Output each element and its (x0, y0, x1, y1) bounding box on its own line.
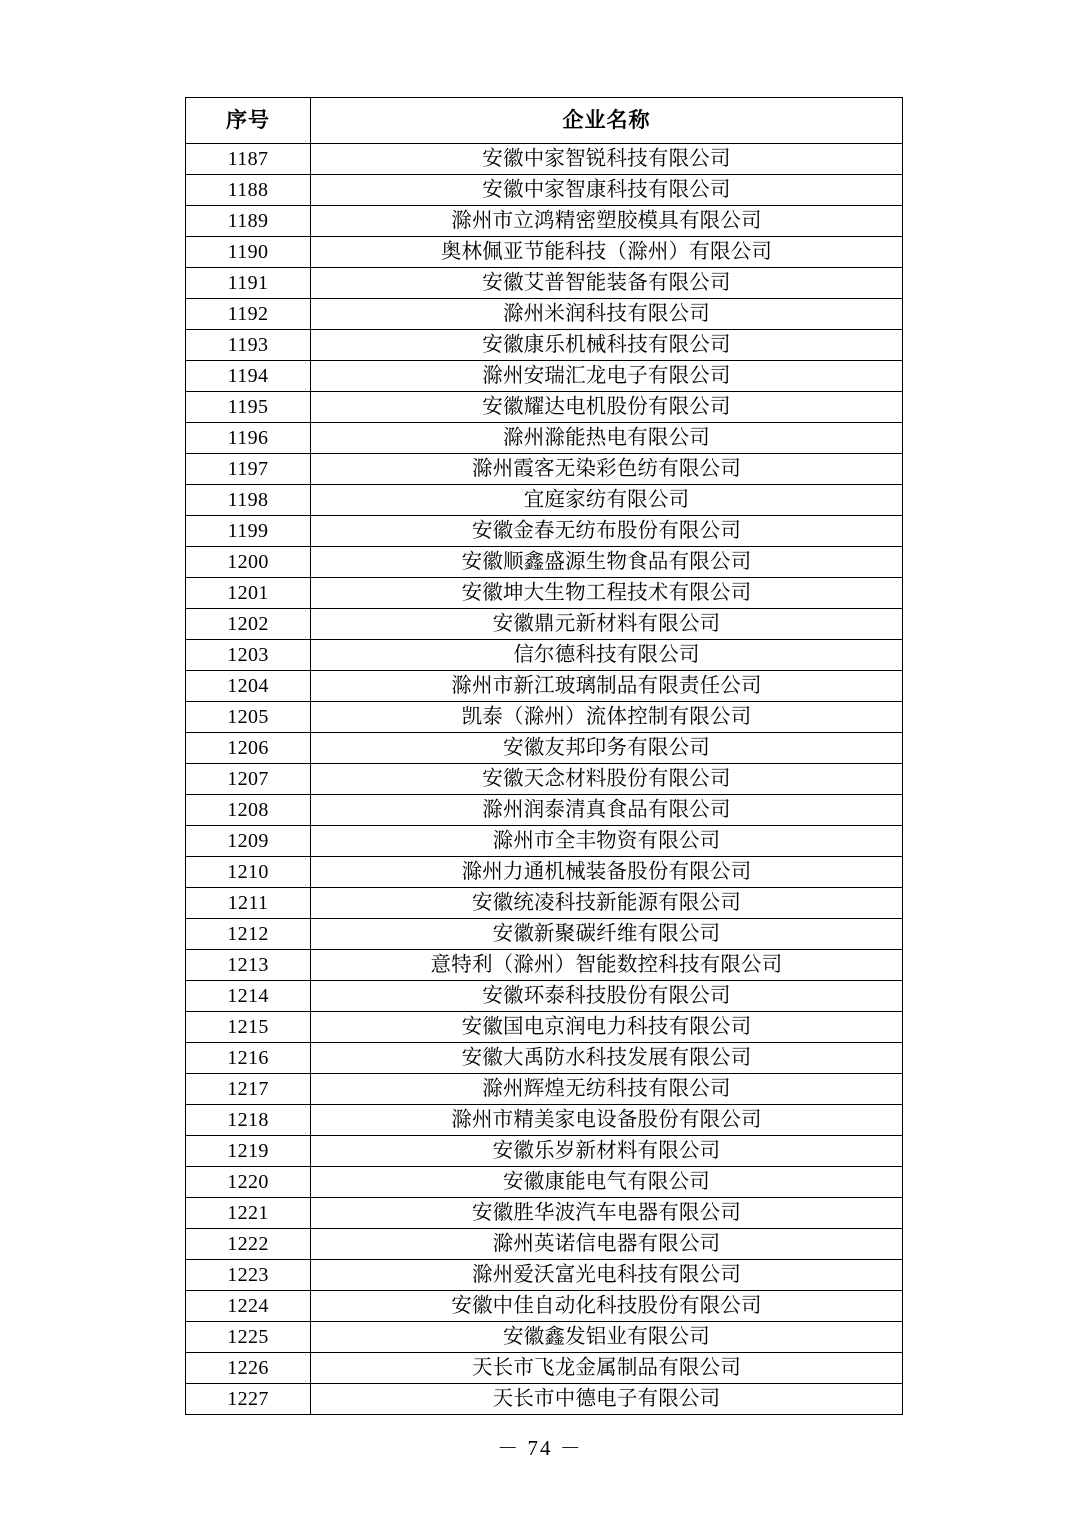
enterprise-name-cell: 天长市中德电子有限公司 (311, 1384, 903, 1415)
row-index-cell: 1205 (186, 702, 311, 733)
enterprise-name-cell: 信尔德科技有限公司 (311, 640, 903, 671)
row-index-cell: 1221 (186, 1198, 311, 1229)
row-index-cell: 1208 (186, 795, 311, 826)
table-row (186, 733, 903, 764)
enterprise-name-cell: 安徽胜华波汽车电器有限公司 (311, 1198, 903, 1229)
enterprise-name-cell: 意特利（滁州）智能数控科技有限公司 (311, 950, 903, 981)
table-row (186, 888, 903, 919)
enterprise-name-cell: 安徽中家智锐科技有限公司 (311, 144, 903, 175)
enterprise-name-cell: 滁州米润科技有限公司 (311, 299, 903, 330)
enterprise-name-cell: 凯泰（滁州）流体控制有限公司 (311, 702, 903, 733)
row-index-cell: 1213 (186, 950, 311, 981)
enterprise-name-cell: 安徽大禹防水科技发展有限公司 (311, 1043, 903, 1074)
row-index-cell: 1206 (186, 733, 311, 764)
table-row (186, 609, 903, 640)
table-row (186, 361, 903, 392)
table-row (186, 1353, 903, 1384)
table-row (186, 392, 903, 423)
column-header-index: 序号 (186, 98, 311, 144)
row-index-cell: 1190 (186, 237, 311, 268)
enterprise-name-cell: 安徽环泰科技股份有限公司 (311, 981, 903, 1012)
enterprise-listing-table (185, 97, 903, 1415)
enterprise-name-cell: 宜庭家纺有限公司 (311, 485, 903, 516)
enterprise-name-cell: 滁州滁能热电有限公司 (311, 423, 903, 454)
enterprise-name-cell: 安徽鑫发铝业有限公司 (311, 1322, 903, 1353)
table-row (186, 330, 903, 361)
enterprise-name-cell: 安徽乐岁新材料有限公司 (311, 1136, 903, 1167)
table-row (186, 206, 903, 237)
table-row (186, 1074, 903, 1105)
row-index-cell: 1193 (186, 330, 311, 361)
enterprise-name-cell: 滁州辉煌无纺科技有限公司 (311, 1074, 903, 1105)
table-row (186, 826, 903, 857)
table-row (186, 547, 903, 578)
table-body (186, 144, 903, 1415)
table-row (186, 1136, 903, 1167)
row-index-cell: 1204 (186, 671, 311, 702)
enterprise-name-cell: 安徽耀达电机股份有限公司 (311, 392, 903, 423)
table-row (186, 578, 903, 609)
enterprise-name-cell: 滁州霞客无染彩色纺有限公司 (311, 454, 903, 485)
row-index-cell: 1203 (186, 640, 311, 671)
enterprise-name-cell: 滁州安瑞汇龙电子有限公司 (311, 361, 903, 392)
enterprise-name-cell: 滁州市立鸿精密塑胶模具有限公司 (311, 206, 903, 237)
enterprise-name-cell: 滁州市新江玻璃制品有限责任公司 (311, 671, 903, 702)
enterprise-name-cell: 滁州爱沃富光电科技有限公司 (311, 1260, 903, 1291)
row-index-cell: 1225 (186, 1322, 311, 1353)
row-index-cell: 1197 (186, 454, 311, 485)
row-index-cell: 1211 (186, 888, 311, 919)
row-index-cell: 1216 (186, 1043, 311, 1074)
enterprise-name-cell: 安徽艾普智能装备有限公司 (311, 268, 903, 299)
enterprise-name-cell: 滁州润泰清真食品有限公司 (311, 795, 903, 826)
row-index-cell: 1212 (186, 919, 311, 950)
table-row (186, 1167, 903, 1198)
row-index-cell: 1224 (186, 1291, 311, 1322)
enterprise-name-cell: 安徽金春无纺布股份有限公司 (311, 516, 903, 547)
table-row (186, 1105, 903, 1136)
column-header-enterprise-name: 企业名称 (311, 98, 903, 144)
row-index-cell: 1198 (186, 485, 311, 516)
table-header-row (186, 98, 903, 144)
row-index-cell: 1192 (186, 299, 311, 330)
row-index-cell: 1227 (186, 1384, 311, 1415)
table-row (186, 919, 903, 950)
table-row (186, 1043, 903, 1074)
row-index-cell: 1217 (186, 1074, 311, 1105)
row-index-cell: 1219 (186, 1136, 311, 1167)
table-header (186, 98, 903, 144)
enterprise-name-cell: 安徽顺鑫盛源生物食品有限公司 (311, 547, 903, 578)
row-index-cell: 1188 (186, 175, 311, 206)
table-row (186, 1384, 903, 1415)
enterprise-name-cell: 安徽新聚碳纤维有限公司 (311, 919, 903, 950)
row-index-cell: 1215 (186, 1012, 311, 1043)
table-row (186, 764, 903, 795)
row-index-cell: 1223 (186, 1260, 311, 1291)
row-index-cell: 1214 (186, 981, 311, 1012)
row-index-cell: 1187 (186, 144, 311, 175)
table-row (186, 702, 903, 733)
row-index-cell: 1201 (186, 578, 311, 609)
row-index-cell: 1220 (186, 1167, 311, 1198)
enterprise-name-cell: 奥林佩亚节能科技（滁州）有限公司 (311, 237, 903, 268)
enterprise-name-cell: 安徽天念材料股份有限公司 (311, 764, 903, 795)
table-row (186, 1291, 903, 1322)
enterprise-name-cell: 滁州英诺信电器有限公司 (311, 1229, 903, 1260)
row-index-cell: 1222 (186, 1229, 311, 1260)
enterprise-name-cell: 安徽鼎元新材料有限公司 (311, 609, 903, 640)
table-row (186, 1322, 903, 1353)
enterprise-listing-table-container (185, 97, 902, 1415)
row-index-cell: 1210 (186, 857, 311, 888)
row-index-cell: 1196 (186, 423, 311, 454)
table-row (186, 795, 903, 826)
enterprise-name-cell: 滁州力通机械装备股份有限公司 (311, 857, 903, 888)
enterprise-name-cell: 天长市飞龙金属制品有限公司 (311, 1353, 903, 1384)
row-index-cell: 1218 (186, 1105, 311, 1136)
enterprise-name-cell: 安徽坤大生物工程技术有限公司 (311, 578, 903, 609)
enterprise-name-cell: 滁州市精美家电设备股份有限公司 (311, 1105, 903, 1136)
table-row (186, 423, 903, 454)
table-row (186, 237, 903, 268)
enterprise-name-cell: 安徽康能电气有限公司 (311, 1167, 903, 1198)
row-index-cell: 1191 (186, 268, 311, 299)
table-row (186, 671, 903, 702)
table-row (186, 175, 903, 206)
table-row (186, 516, 903, 547)
table-row (186, 144, 903, 175)
table-row (186, 857, 903, 888)
table-row (186, 268, 903, 299)
table-row (186, 950, 903, 981)
row-index-cell: 1207 (186, 764, 311, 795)
row-index-cell: 1195 (186, 392, 311, 423)
table-row (186, 981, 903, 1012)
row-index-cell: 1202 (186, 609, 311, 640)
row-index-cell: 1209 (186, 826, 311, 857)
enterprise-name-cell: 安徽康乐机械科技有限公司 (311, 330, 903, 361)
row-index-cell: 1194 (186, 361, 311, 392)
table-row (186, 1229, 903, 1260)
table-row (186, 1260, 903, 1291)
table-row (186, 1012, 903, 1043)
page-number-footer: － 74 － (497, 1436, 583, 1460)
table-row (186, 1198, 903, 1229)
table-row (186, 454, 903, 485)
enterprise-name-cell: 滁州市全丰物资有限公司 (311, 826, 903, 857)
row-index-cell: 1199 (186, 516, 311, 547)
table-row (186, 299, 903, 330)
enterprise-name-cell: 安徽友邦印务有限公司 (311, 733, 903, 764)
table-row (186, 640, 903, 671)
row-index-cell: 1189 (186, 206, 311, 237)
enterprise-name-cell: 安徽中家智康科技有限公司 (311, 175, 903, 206)
row-index-cell: 1200 (186, 547, 311, 578)
enterprise-name-cell: 安徽国电京润电力科技有限公司 (311, 1012, 903, 1043)
enterprise-name-cell: 安徽统凌科技新能源有限公司 (311, 888, 903, 919)
row-index-cell: 1226 (186, 1353, 311, 1384)
table-row (186, 485, 903, 516)
enterprise-name-cell: 安徽中佳自动化科技股份有限公司 (311, 1291, 903, 1322)
